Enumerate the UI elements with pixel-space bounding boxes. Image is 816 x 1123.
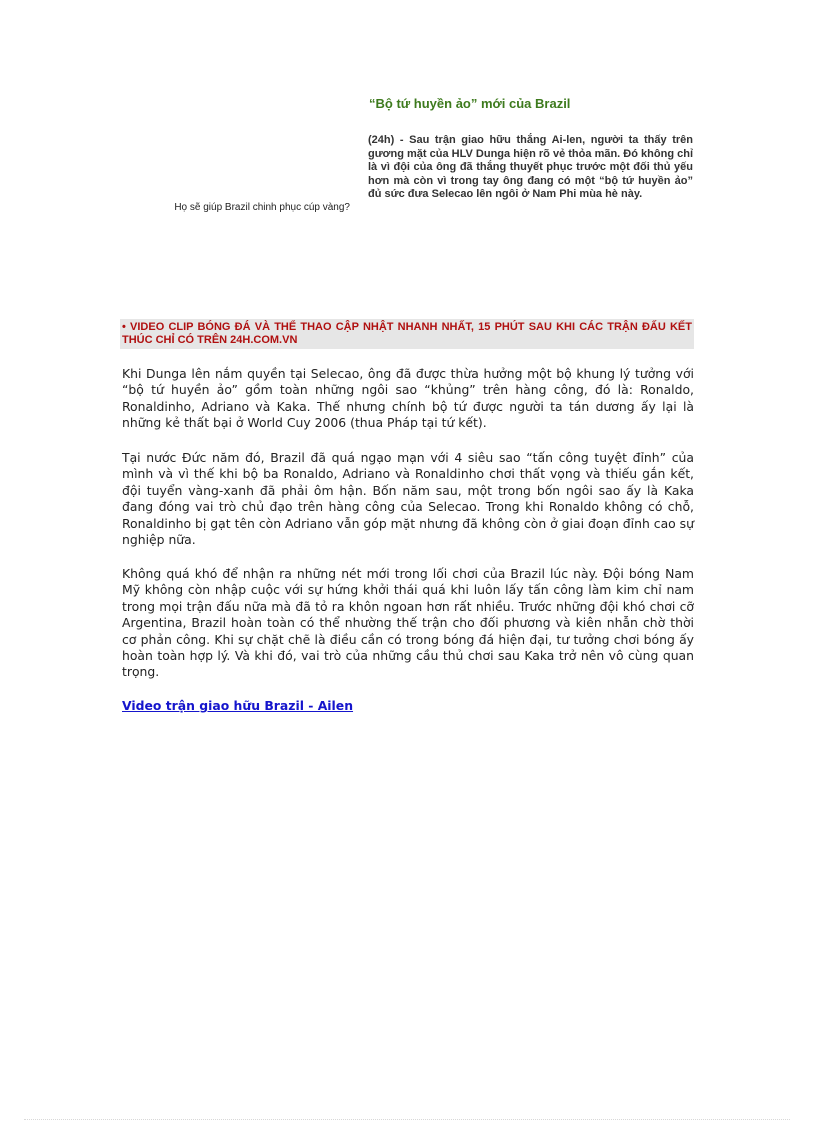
promo-banner[interactable]: • VIDEO CLIP BÓNG ĐÁ VÀ THỂ THAO CẬP NHẬT NHANH NHẤT, 15 PHÚT SAU KHI CÁC TRẬN ĐẤU KẾT THÚC CHỈ CÓ TRÊN 24H.COM.VN <box>120 319 694 349</box>
paragraph-2: Tại nước Đức năm đó, Brazil đã quá ngạo mạn với 4 siêu sao “tấn công tuyệt đỉnh” của mình và vì thế khi bộ ba Ronaldo, Adriano và Ronaldinho chơi thất vọng và thiếu gắn kết, đội tuyển vàng-xanh đã phải ôm hận. Bốn năm sau, một trong bốn ngôi sao ấy là Kaka đang đóng vai trò chủ đạo trên hàng công của Selecao. Trong khi Ronaldo không có chỗ, Ronaldinho bị gạt tên còn Adriano vẫn góp mặt nhưng đã không còn ở giai đoạn đỉnh cao sự nghiệp nữa. <box>122 450 694 548</box>
article-summary: (24h) - Sau trận giao hữu thắng Ai-len, người ta thấy trên gương mặt của HLV Dunga hiện rõ vẻ thỏa mãn. Đó không chỉ là vì đội của ông đã thắng thuyết phục trước một đối thủ yếu hơn mà còn vì trong tay ông đang có một “bộ tứ huyền ảo” đủ sức đưa Selecao lên ngôi ở Nam Phi mùa hè này. <box>368 134 693 200</box>
paragraph-3: Không quá khó để nhận ra những nét mới trong lối chơi của Brazil lúc này. Đội bóng Nam Mỹ không còn nhập cuộc với sự hứng khởi thái quá khi luôn lấy tấn công làm kim chỉ nam trong mọi trận đấu nữa mà đã tỏ ra khôn ngoan hơn rất nhiều. Trước những đội khó chơi cỡ Argentina, Brazil hoàn toàn có thể nhường thế trận cho đối phương và kiên nhẫn chờ thời cơ phản công. Khi sự chặt chẽ là điều cần có trong bóng đá hiện đại, tư tưởng chơi bóng ấy hoàn toàn hợp lý. Và khi đó, vai trò của những cầu thủ chơi sau Kaka trở nên vô cùng quan trọng. <box>122 566 694 680</box>
article-title: “Bộ tứ huyền ảo” mới của Brazil <box>369 96 571 111</box>
video-link[interactable]: Video trận giao hữu Brazil - Ailen <box>122 698 354 713</box>
image-caption: Họ sẽ giúp Brazil chinh phục cúp vàng? <box>174 202 350 213</box>
page-footer-divider <box>24 1119 790 1120</box>
paragraph-1: Khi Dunga lên nắm quyền tại Selecao, ông đã được thừa hưởng một bộ khung lý tưởng với “bộ tứ huyền ảo” gồm toàn những ngôi sao “khủng” trên hàng công, đó là: Ronaldo, Ronaldinho, Adriano và Kaka. Thế nhưng chính bộ tứ được người ta tán dương ấy lại là những kẻ thất bại ở World Cuy 2006 (thua Pháp tại tứ kết). <box>122 366 694 431</box>
